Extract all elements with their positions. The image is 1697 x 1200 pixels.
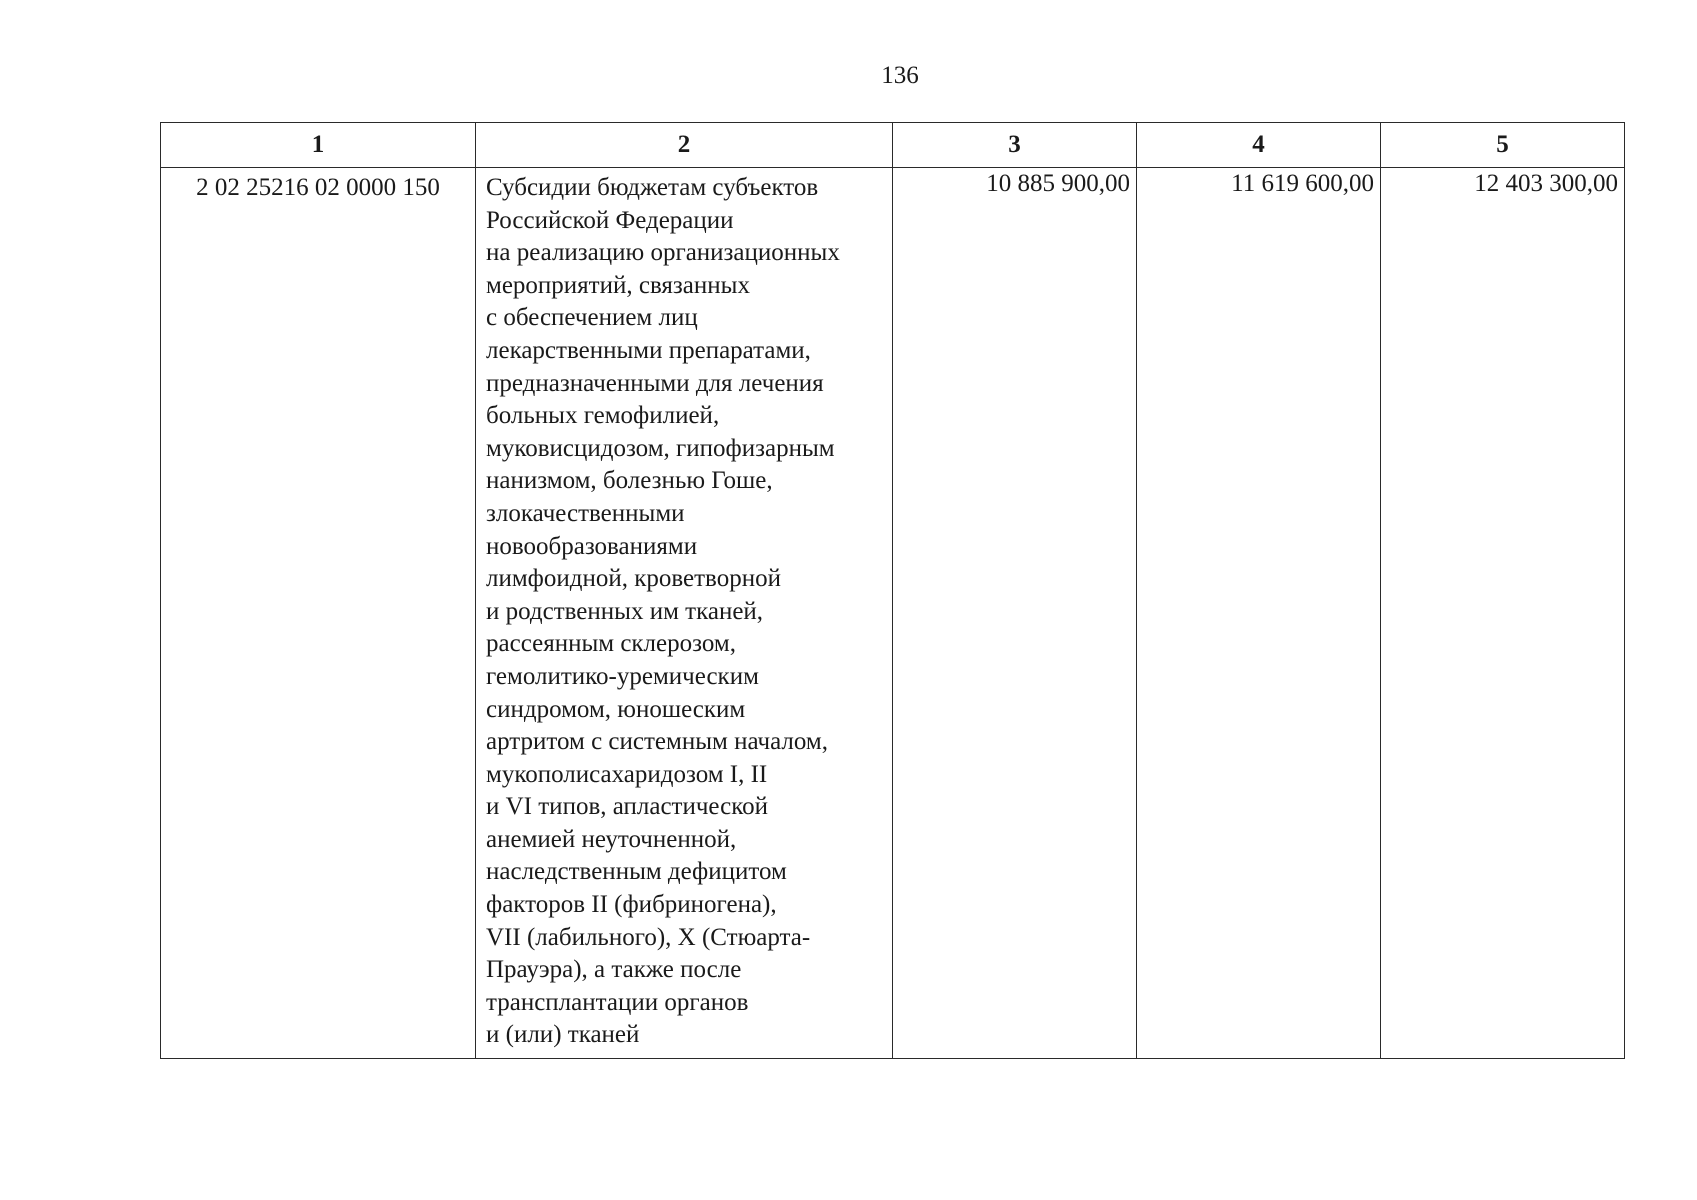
description-line: на реализацию организационных (486, 239, 840, 267)
value-cell-col3: 10 885 900,00 (893, 168, 1137, 1059)
description-line: и родственных им тканей, (486, 597, 764, 625)
budget-code-cell: 2 02 25216 02 0000 150 (161, 168, 476, 1059)
description-line: Российской Федерации (486, 206, 734, 234)
description-line: с обеспечением лиц (486, 304, 698, 332)
description-line: новообразованиями (486, 532, 698, 560)
description-cell (476, 168, 893, 1059)
description-line: Прауэра), а также после (486, 956, 742, 984)
budget-table (160, 122, 1625, 1059)
description-line: синдромом, юношеским (486, 695, 746, 723)
column-header-4: 4 (1137, 123, 1381, 168)
description-line: нанизмом, болезнью Гоше, (486, 467, 773, 495)
description-line: наследственным дефицитом (486, 858, 787, 886)
column-header-2: 2 (476, 123, 893, 168)
description-line: и (или) тканей (486, 1021, 640, 1049)
description-line: злокачественными (486, 499, 685, 527)
description-line: анемией неуточненной, (486, 825, 737, 853)
column-header-3: 3 (893, 123, 1137, 168)
column-header-5: 5 (1381, 123, 1625, 168)
value-cell-col4: 11 619 600,00 (1137, 168, 1381, 1059)
description-line: лекарственными препаратами, (486, 336, 811, 364)
description-line: факторов II (фибриногена), (486, 891, 777, 919)
value-cell-col5: 12 403 300,00 (1381, 168, 1625, 1059)
page-number: 136 (881, 62, 919, 89)
description-line: больных гемофилией, (486, 402, 720, 430)
description-line: рассеянным склерозом, (486, 630, 736, 658)
description-line: Субсидии бюджетам субъектов (486, 174, 819, 201)
column-header-1: 1 (161, 123, 476, 168)
description-line: мукополисахаридозом I, II (486, 760, 768, 788)
description-line: предназначенными для лечения (486, 369, 824, 397)
description-line: мероприятий, связанных (486, 271, 750, 299)
description-line: гемолитико-уремическим (486, 662, 759, 690)
table-header-row (161, 123, 1625, 168)
table-row (161, 168, 1625, 1059)
description-line: VII (лабильного), X (Стюарта- (486, 923, 811, 951)
description-line: артритом с системным началом, (486, 728, 829, 756)
description-line: и VI типов, апластической (486, 793, 769, 821)
description-line: трансплантации органов (486, 988, 749, 1016)
description-line: муковисцидозом, гипофизарным (486, 434, 835, 462)
description-line: лимфоидной, кроветворной (486, 565, 781, 593)
